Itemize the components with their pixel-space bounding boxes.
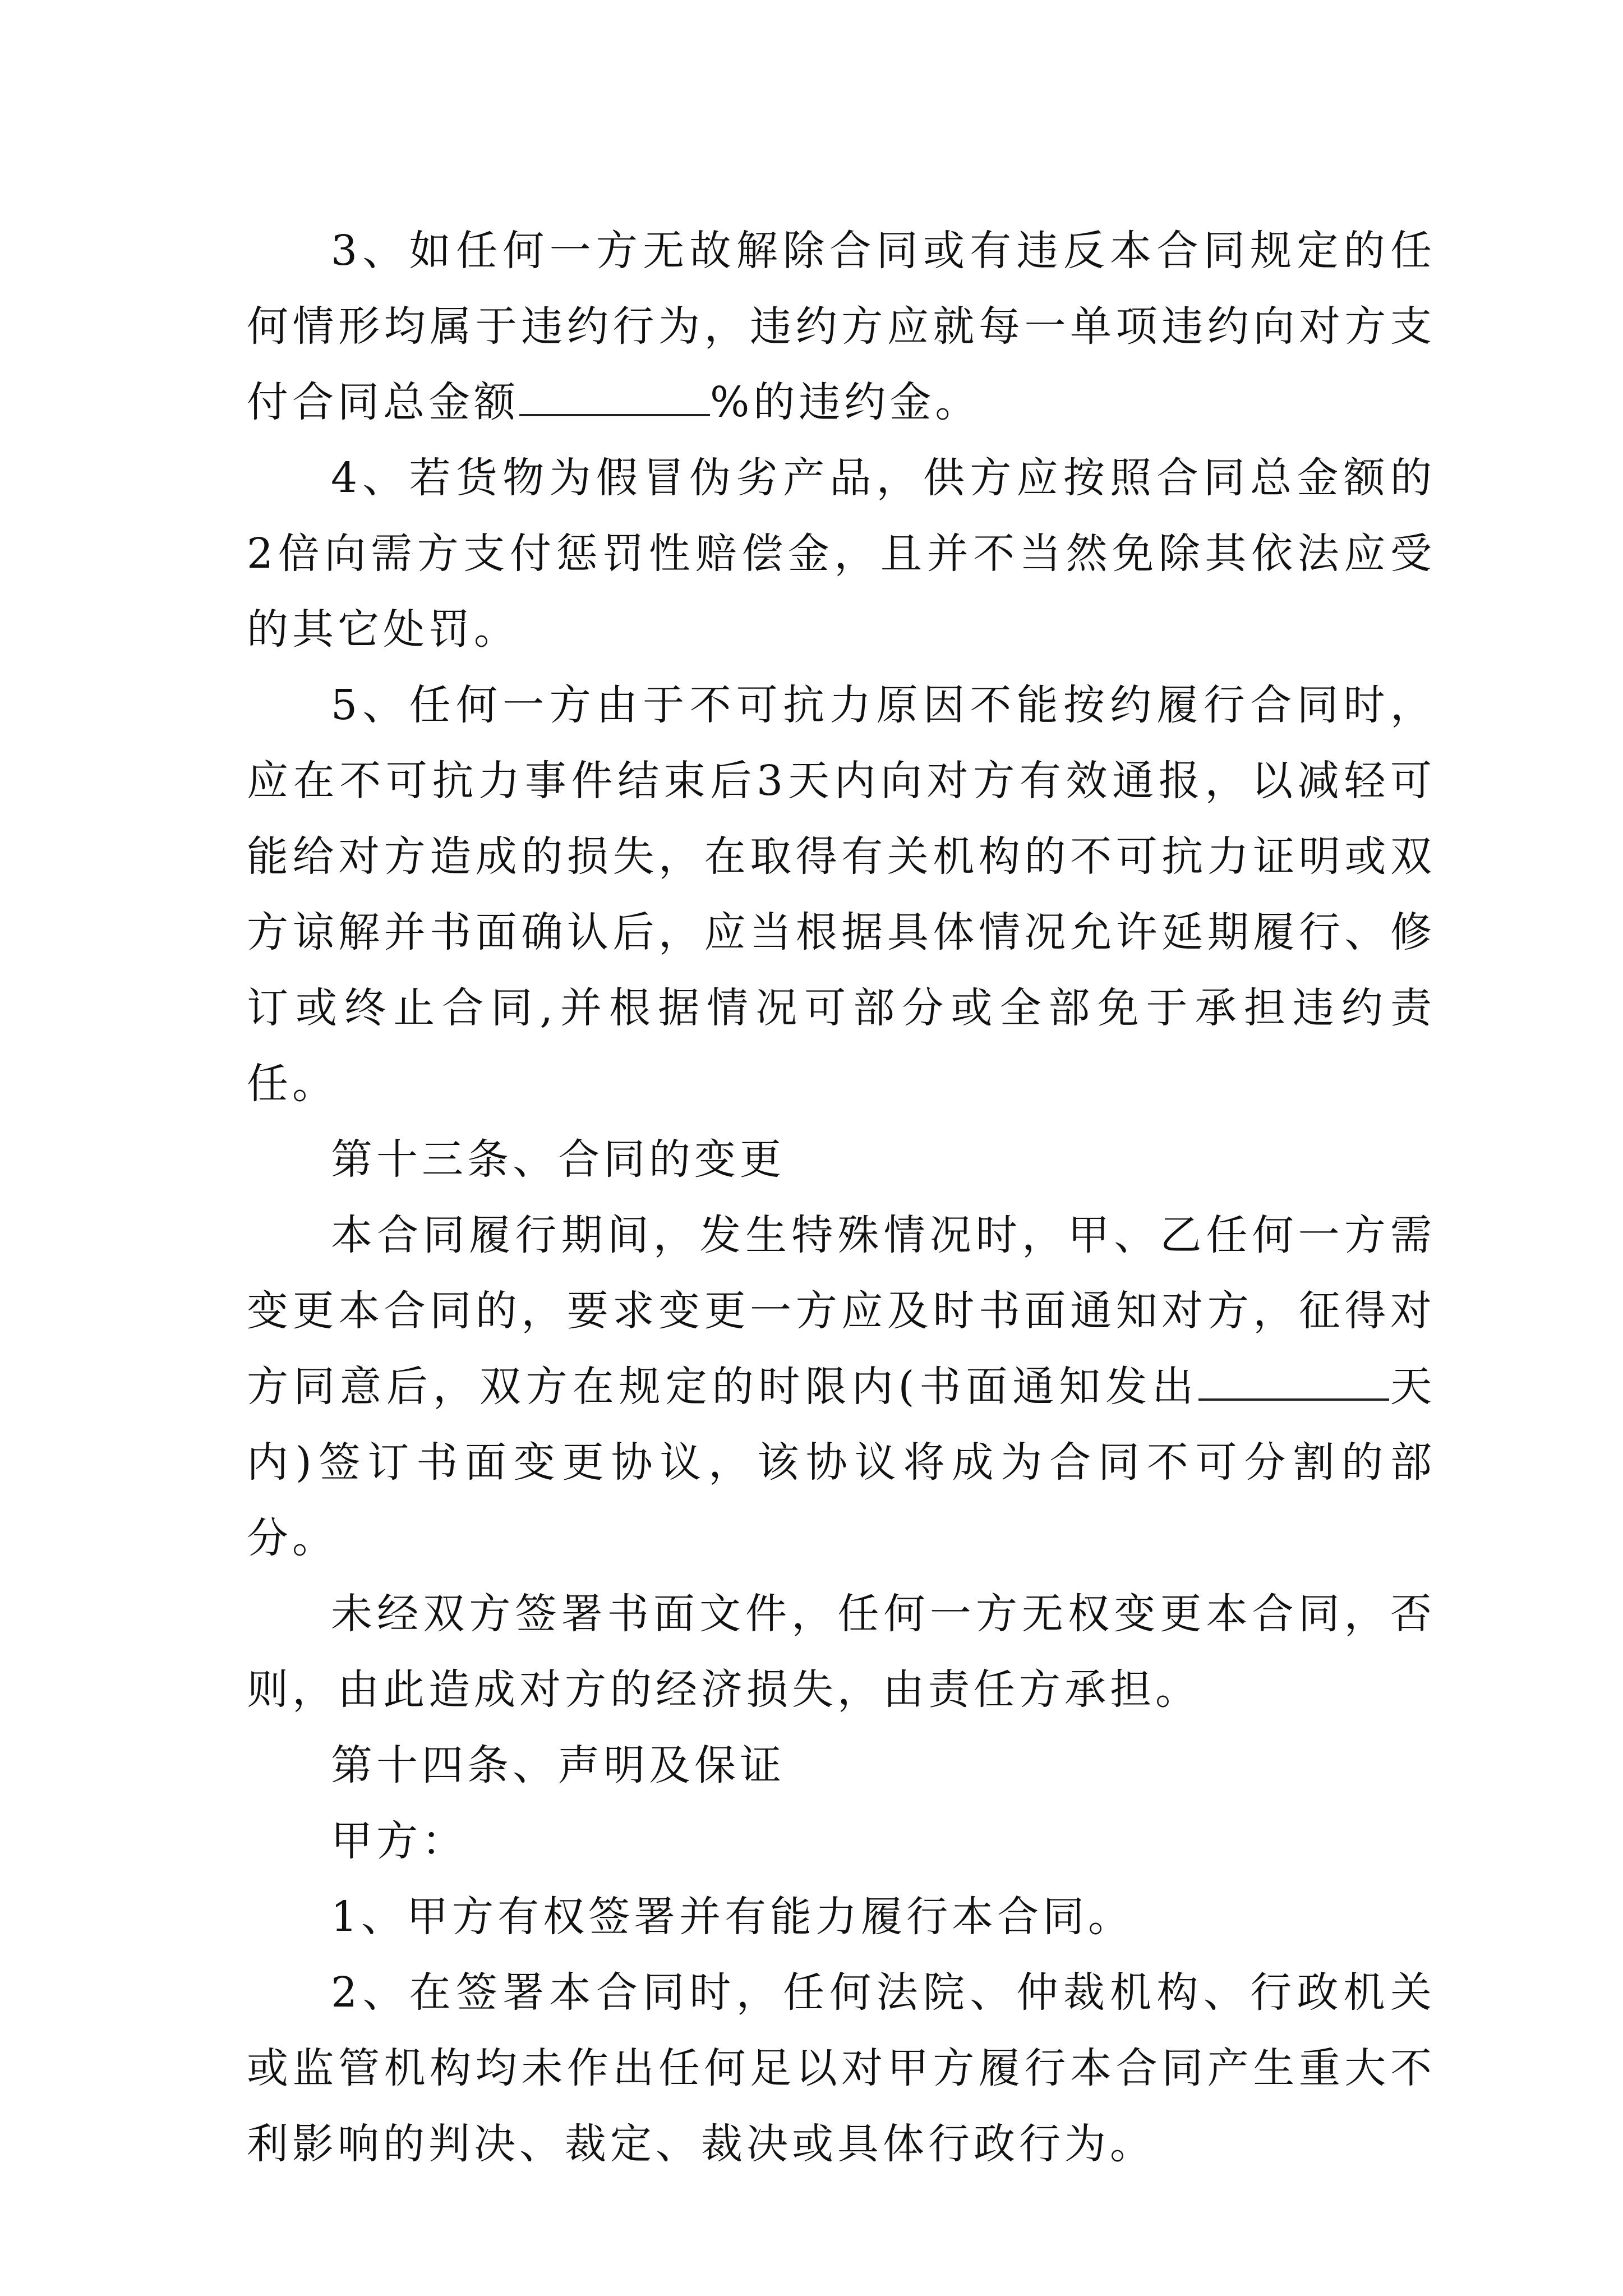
document-body [247,213,1436,2182]
party-a-label: 甲方： [331,1817,467,1865]
article-13-heading: 第十三条、合同的变更 [331,1135,785,1184]
party-a-item-1: 1、甲方有权签署并有能力履行本合同。 [331,1893,1134,1941]
clause-3 [247,213,1436,440]
clause-4: 4、若货物为假冒伪劣产品，供方应按照合同总金额的2倍向需方支付惩罚性赔偿金，且并不当然免除其依法应受的其它处罚。 [247,454,1436,654]
clause-5: 5、任何一方由于不可抗力原因不能按约履行合同时，应在不可抗力事件结束后3天内向对方有效通报，以减轻可能给对方造成的损失，在取得有关机构的不可抗力证明或双方谅解并书面确认后，应当根据具体情况允许延期履行、修订或终止合同,并根据情况可部分或全部免于承担违约责任。 [247,681,1436,1108]
clause-3-text: 3、如任何一方无故解除合同或有违反本合同规定的任何情形均属于违约行为，违约方应就每一单项违约向对方支付合同总金额 [247,227,1436,426]
days-blank[interactable] [1198,1365,1389,1401]
percentage-blank[interactable] [519,380,710,416]
article-14-heading: 第十四条、声明及保证 [331,1741,785,1789]
party-a-item-2: 2、在签署本合同时，任何法院、仲裁机构、行政机关或监管机构均未作出任何足以对甲方履行本合同产生重大不利影响的判决、裁定、裁决或具体行政行为。 [247,1968,1436,2168]
article-13-para-1-text: 本合同履行期间，发生特殊情况时，甲、乙任何一方需变更本合同的，要求变更一方应及时书面通知对方，征得对方同意后，双方在规定的时限内(书面通知发出 [247,1211,1436,1411]
article-13-para-1 [247,1198,1436,1576]
article-13-para-2: 未经双方签署书面文件，任何一方无权变更本合同，否则，由此造成对方的经济损失，由责任方承担。 [247,1590,1436,1714]
clause-3-tail: %的违约金。 [710,378,981,426]
article-13-para-1-tail: 天内)签订书面变更协议，该协议将成为合同不可分割的部分。 [247,1363,1436,1562]
